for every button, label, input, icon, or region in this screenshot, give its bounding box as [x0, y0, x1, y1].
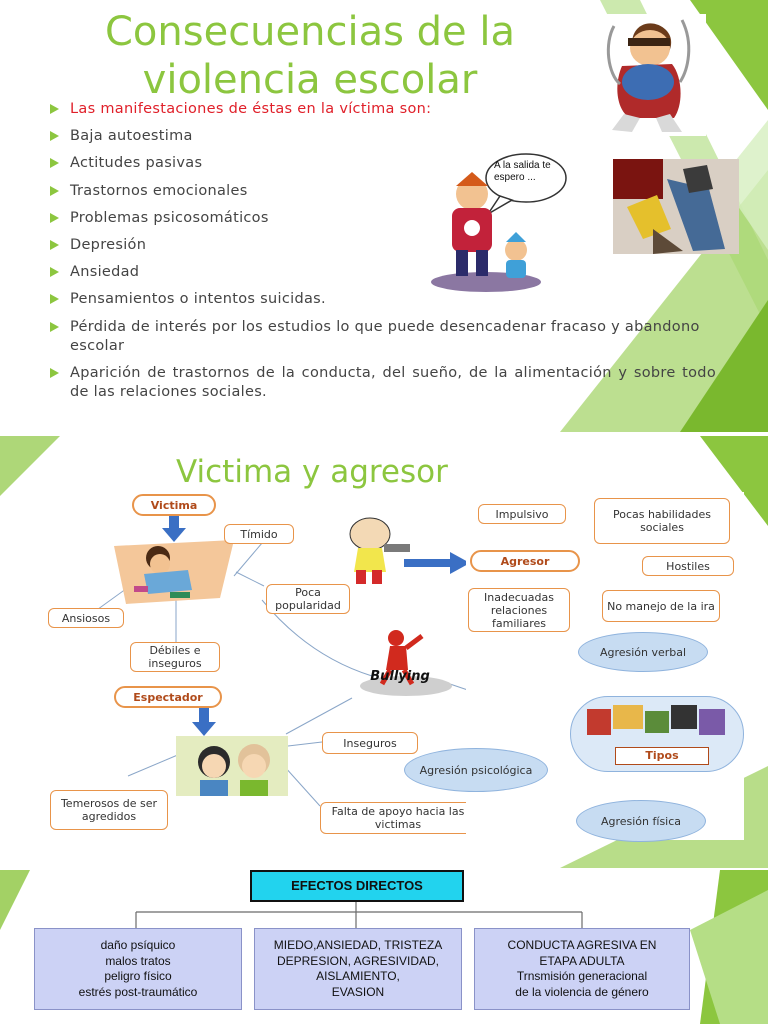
timido-box: Tímido — [224, 524, 294, 544]
bullet-item: Ansiedad — [46, 263, 746, 282]
inadecuadas-box: Inadecuadas relaciones familiares — [468, 588, 570, 632]
down-arrow-icon — [190, 708, 218, 736]
spectators-image — [176, 736, 288, 796]
speech-bubble-text: A la salida te espero ... — [494, 160, 551, 183]
falta-apoyo-box: Falta de apoyo hacia las victimas — [320, 802, 476, 834]
temerosos-box: Temerosos de ser agredidos — [50, 790, 168, 830]
bullet-item: Trastornos emocionales — [46, 182, 746, 201]
efectos-directos-header: EFECTOS DIRECTOS — [250, 870, 464, 902]
poca-popularidad-box: Poca popularidad — [266, 584, 350, 614]
pocas-habilidades-box: Pocas habilidades sociales — [594, 498, 730, 544]
slide2-title: Victima y agresor — [176, 454, 448, 490]
debiles-box: Débiles e inseguros — [130, 642, 220, 672]
agresion-psicologica-cloud: Agresión psicológica — [404, 748, 548, 792]
slide-consecuencias — [0, 0, 768, 432]
slide-victima-agresor — [0, 436, 768, 868]
impulsivo-box: Impulsivo — [478, 504, 566, 524]
hostiles-box: Hostiles — [642, 556, 734, 576]
slide1-title: Consecuencias de la violencia escolar — [104, 9, 516, 103]
bullet-intro: Las manifestaciones de éstas en la víctima son: — [46, 100, 746, 119]
efecto-box-1: daño psíquico malos tratos peligro físico estrés post-traumático — [34, 928, 242, 1010]
violence-types-collage-image — [587, 705, 727, 745]
victim-child-image — [114, 540, 234, 606]
aggressor-cartoon-image — [336, 512, 412, 586]
consequences-list — [46, 100, 746, 410]
bullet-item: Depresión — [46, 236, 746, 255]
bullet-item: Aparición de trastornos de la conducta, del sueño, de la alimentación y sobre todo de las relaciones sociales. — [46, 364, 746, 402]
right-arrow-icon — [404, 552, 470, 574]
bullet-item: Pérdida de interés por los estudios lo que puede desencadenar fracaso y abandono escolar — [46, 318, 746, 356]
bullet-item: Actitudes pasivas — [46, 154, 746, 173]
ansiosos-box: Ansiosos — [48, 608, 124, 628]
agresion-fisica-cloud: Agresión física — [576, 800, 706, 842]
inseguros-box: Inseguros — [322, 732, 418, 754]
no-manejo-box: No manejo de la ira — [602, 590, 720, 622]
bullying-label: Bullying — [370, 669, 430, 684]
bullet-item: Pensamientos o intentos suicidas. — [46, 290, 746, 309]
agresor-node: Agresor — [470, 550, 580, 572]
bullying-figure-image — [356, 626, 456, 696]
espectador-node: Espectador — [114, 686, 222, 708]
tipos-cloud — [570, 696, 744, 772]
victima-node: Victima — [132, 494, 216, 516]
tipos-label: Tipos — [615, 747, 709, 765]
agresion-verbal-cloud: Agresión verbal — [578, 632, 708, 672]
efecto-box-3: CONDUCTA AGRESIVA EN ETAPA ADULTA Trnsmisión generacional de la violencia de género — [474, 928, 690, 1010]
bullet-item: Problemas psicosomáticos — [46, 209, 746, 228]
bullet-item: Baja autoestima — [46, 127, 746, 146]
efecto-box-2: MIEDO,ANSIEDAD, TRISTEZA DEPRESION, AGRESIVIDAD, AISLAMIENTO, EVASION — [254, 928, 462, 1010]
slide-efectos-directos — [0, 870, 768, 1024]
down-arrow-icon — [160, 516, 188, 542]
